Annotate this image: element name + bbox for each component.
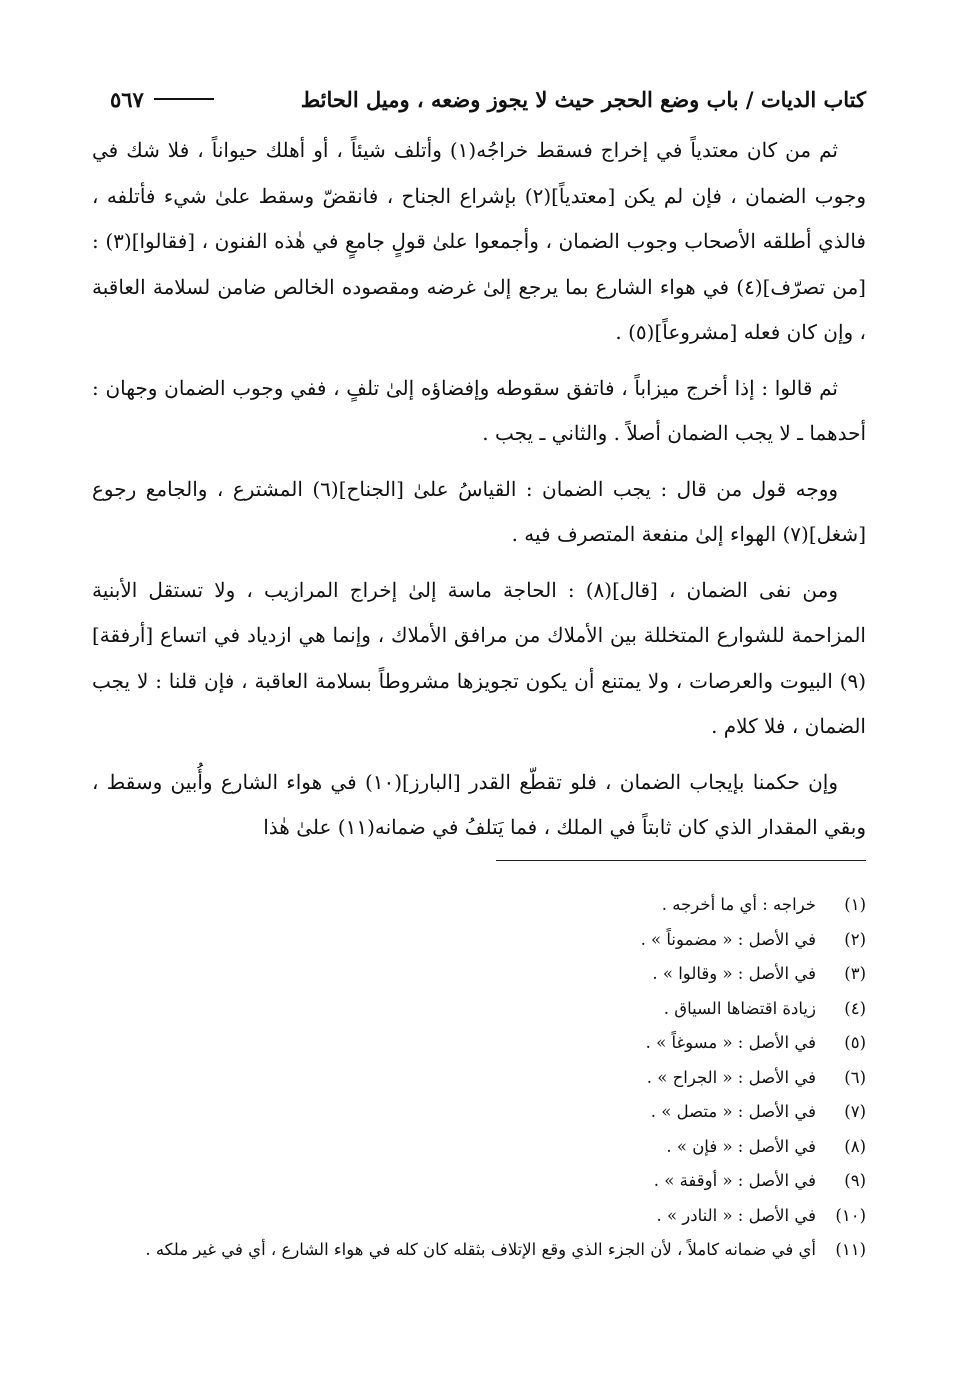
footnote-text: في الأصل : « أوقفة » . — [653, 1171, 816, 1190]
footnote — [92, 992, 866, 1027]
paragraph: وإن حكمنا بإيجاب الضمان ، فلو تقطّع القدر [البارز](١٠) في هواء الشارع وأُبين وسقط ، وبقي المقدار الذي كان ثابتاً في الملك ، فما يَتلفُ في ضمانه(١١) علىٰ هٰذا — [92, 769, 866, 839]
footnote — [92, 1164, 866, 1199]
footnote-text: في الأصل : « وقالوا » . — [652, 964, 816, 983]
footnote — [92, 1199, 866, 1234]
footnote — [92, 1233, 866, 1268]
header-page-group — [110, 87, 214, 112]
footnote-number: (٦) — [844, 1067, 866, 1087]
footnote-number: (٨) — [844, 1136, 866, 1156]
paragraph: ووجه قول من قال : يجب الضمان : القياسُ علىٰ [الجناح](٦) المشترع ، والجامع رجوع [شغل](٧) الهواء إلىٰ منفعة المتصرف فيه . — [92, 476, 866, 546]
footnote-text: أي في ضمانه كاملاً ، لأن الجزء الذي وقع الإتلاف بثقله كان كله في هواء الشارع ، أي في غير ملكه . — [145, 1240, 816, 1259]
footnote-number: (١١) — [835, 1240, 866, 1259]
footnote-text: في الأصل : « النادر » . — [656, 1205, 816, 1225]
footnotes — [92, 888, 866, 1268]
paragraph: ثم من كان معتدياً في إخراج فسقط خراجُه(١) وأتلف شيئاً ، أو أهلك حيواناً ، فلا شك في وجوب الضمان ، فإن لم يكن [معتدياً](٢) بإشراع الجناح ، فانقضّ وسقط علىٰ شيء فأتلفه ، فالذي أطلقه الأصحاب وجوب الضمان ، وأجمعوا علىٰ قولٍ جامعٍ في هٰذه الفنون ، [فقالوا](٣) : [من تصرّف](٤) في هواء الشارع بما يرجع إلىٰ غرضه ومقصوده الخالص ضامن لسلامة العاقبة ، وإن كان فعله [مشروعاً](٥) . — [92, 138, 866, 344]
footnote — [92, 1026, 866, 1061]
page-number: ٥٦٧ — [110, 86, 144, 112]
footnote-text: في الأصل : « فإن » . — [666, 1136, 816, 1156]
footnote — [92, 923, 866, 958]
footnote-text: في الأصل : « الجراح » . — [646, 1067, 816, 1087]
footnote-text: خراجه : أي ما أخرجه . — [661, 895, 816, 914]
body-text — [92, 128, 866, 861]
paragraph: ومن نفى الضمان ، [قال](٨) : الحاجة ماسة إلىٰ إخراج المرازيب ، ولا تستقل الأبنية المزاحمة للشوارع المتخللة بين الأملاك من مرافق الأملاك ، وإنما هي ازدياد في اتساع [أرفقة](٩) البيوت والعرصات ، ولا يمتنع أن يكون تجويزها مشروطاً بسلامة العاقبة ، فإن قلنا : لا يجب الضمان ، فلا كلام . — [92, 577, 866, 738]
footnote — [92, 888, 866, 923]
footnote-number: (٣) — [844, 964, 866, 983]
footnote-number: (٩) — [844, 1171, 866, 1190]
footnote-number: (١٠) — [835, 1205, 866, 1225]
header-rule — [154, 98, 214, 100]
footnote — [92, 1061, 866, 1096]
footnote-number: (٤) — [844, 998, 866, 1018]
footnote-text: في الأصل : « مسوغاً » . — [645, 1033, 816, 1052]
footnote-text: في الأصل : « متصل » . — [650, 1102, 816, 1121]
footnote-number: (٢) — [844, 929, 866, 949]
footnote-number: (٧) — [844, 1102, 866, 1121]
running-header — [110, 82, 866, 116]
footnote-separator — [496, 860, 866, 861]
footnote — [92, 957, 866, 992]
footnote-number: (٥) — [844, 1033, 866, 1052]
footnote — [92, 1130, 866, 1165]
header-title: كتاب الديات / باب وضع الحجر حيث لا يجوز وضعه ، وميل الحائط — [300, 86, 866, 112]
footnote — [92, 1095, 866, 1130]
footnote-number: (١) — [844, 895, 866, 914]
footnote-text: في الأصل : « مضموناً » . — [640, 929, 816, 949]
paragraph: ثم قالوا : إذا أخرج ميزاباً ، فاتفق سقوطه وإفضاؤه إلىٰ تلفٍ ، ففي وجوب الضمان وجهان : أحدهما ـ لا يجب الضمان أصلاً . والثاني ـ يجب . — [92, 375, 866, 445]
footnote-text: زيادة اقتضاها السياق . — [663, 998, 816, 1018]
